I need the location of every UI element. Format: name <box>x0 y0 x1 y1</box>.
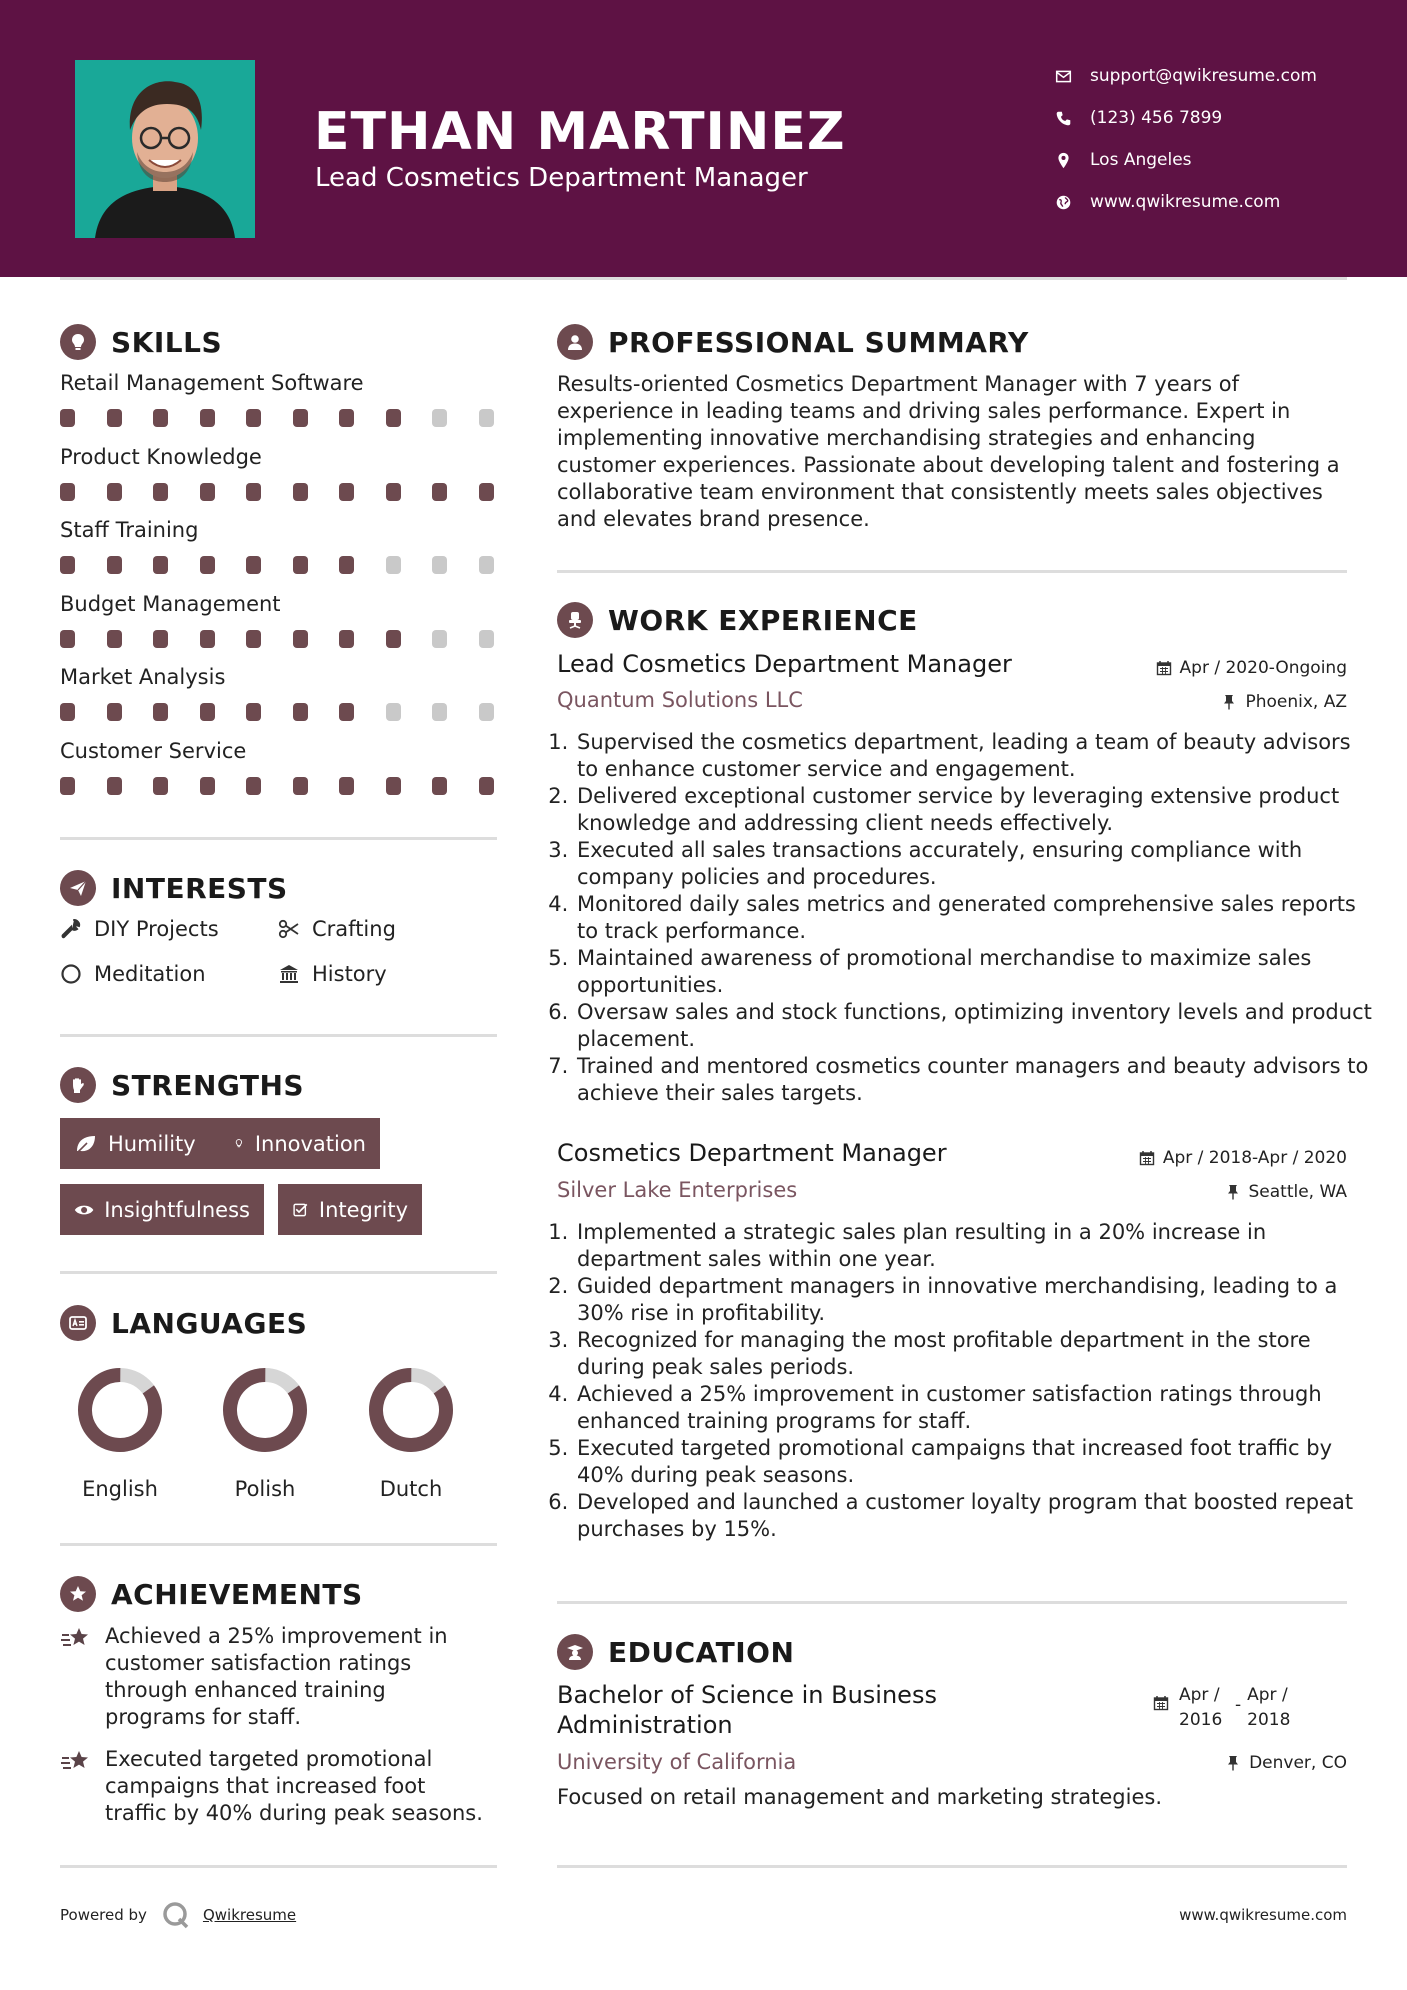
skill-name: Retail Management Software <box>60 371 364 395</box>
achievements-divider <box>60 1865 497 1868</box>
achievement-text: Executed targeted promotional campaigns that increased foot traffic by 40% during peak seasons. <box>105 1747 483 1825</box>
skill-level-dot <box>386 483 401 501</box>
skill-level-dot <box>339 556 354 574</box>
interests-heading <box>60 870 288 906</box>
job-bullet: 7. Trained and mentored cosmetics counter managers and beauty advisors to achieve their sales targets. <box>575 1053 1375 1107</box>
skill-level-dot <box>246 703 261 721</box>
education-date-dash: - <box>1235 1695 1242 1715</box>
skill-level-dot <box>153 703 168 721</box>
leaf-icon <box>74 1133 98 1155</box>
skill-level-dot <box>153 556 168 574</box>
calendar-icon <box>1153 1695 1169 1711</box>
map-pin-icon <box>1055 152 1072 169</box>
education-date-end-line: 2018 <box>1247 1710 1291 1730</box>
contact-website[interactable] <box>1055 181 1317 223</box>
skill-level-dots <box>60 630 525 648</box>
skill-level-dot <box>246 409 261 427</box>
skill-level-dot <box>293 409 308 427</box>
paper-plane-icon <box>60 870 96 906</box>
interests-title: INTERESTS <box>111 871 288 905</box>
user-icon <box>557 324 593 360</box>
office-chair-icon <box>557 602 593 638</box>
strength-tag-integrity <box>278 1184 422 1235</box>
skill-level-dot <box>432 777 447 795</box>
job-date <box>1156 658 1347 678</box>
skill-level-dot <box>293 556 308 574</box>
interests-divider <box>60 1034 497 1037</box>
skill-level-dot <box>479 703 494 721</box>
checkbox-icon <box>292 1199 309 1221</box>
skill-level-dot <box>60 703 75 721</box>
job-bullet: 6. Developed and launched a customer loyalty program that boosted repeat purchases by 15%. <box>575 1489 1375 1543</box>
skill-name: Product Knowledge <box>60 444 262 469</box>
wrench-icon <box>60 918 82 940</box>
skill-level-dot <box>293 703 308 721</box>
language-item <box>361 1365 461 1501</box>
education-divider <box>557 1865 1347 1868</box>
education-title: EDUCATION <box>608 1635 795 1669</box>
language-name: Dutch <box>379 1477 443 1501</box>
skill-level-dot <box>153 483 168 501</box>
education-date-end-line: Apr / <box>1247 1685 1288 1705</box>
interest-item <box>278 962 387 986</box>
interest-item <box>60 962 206 986</box>
skill-level-dot <box>386 556 401 574</box>
language-gauge <box>75 1365 165 1455</box>
skill-level-dot <box>339 703 354 721</box>
company-name: Quantum Solutions LLC <box>557 688 803 712</box>
interest-label: DIY Projects <box>94 917 219 941</box>
skill-level-dots <box>60 777 525 795</box>
skill-level-dots <box>60 556 525 574</box>
job-bullet: 1. Implemented a strategic sales plan resulting in a 20% increase in department sales within one year. <box>575 1219 1375 1273</box>
interest-label: History <box>312 962 387 986</box>
brand-link[interactable]: Qwikresume <box>202 1906 297 1924</box>
job-bullet: 2. Delivered exceptional customer service by leveraging extensive product knowledge and addressing client needs effectively. <box>575 783 1375 837</box>
language-name: Polish <box>234 1477 296 1501</box>
circle-icon <box>60 963 82 985</box>
skill-level-dot <box>60 409 75 427</box>
experience-divider <box>557 1601 1347 1604</box>
skill-level-dot <box>386 409 401 427</box>
skill-level-dot <box>200 556 215 574</box>
experience-title: WORK EXPERIENCE <box>608 603 918 637</box>
job-bullet: 1. Supervised the cosmetics department, leading a team of beauty advisors to enhance customer service and engagement. <box>575 729 1375 783</box>
skill-level-dot <box>386 630 401 648</box>
skill-level-dots <box>60 703 525 721</box>
job-bullet: 2. Guided department managers in innovative merchandising, leading to a 30% rise in profitability. <box>575 1273 1375 1327</box>
interest-label: Meditation <box>94 962 206 986</box>
candidate-title: Lead Cosmetics Department Manager <box>315 163 808 193</box>
job-bullets <box>553 1219 1375 1543</box>
strengths-heading <box>60 1067 304 1103</box>
skill-level-dot <box>293 777 308 795</box>
skill-level-dot <box>200 777 215 795</box>
job-title: Lead Cosmetics Department Manager <box>557 650 1012 678</box>
skill-level-dot <box>339 630 354 648</box>
strengths-title: STRENGTHS <box>111 1068 305 1102</box>
strength-tag-insightfulness <box>60 1184 264 1235</box>
graduate-icon <box>557 1634 593 1670</box>
skill-level-dot <box>479 630 494 648</box>
education-date-start-line: 2016 <box>1179 1710 1223 1730</box>
contact-email[interactable] <box>1055 55 1317 97</box>
candidate-name: ETHAN MARTINEZ <box>314 102 846 162</box>
skill-level-dot <box>107 409 122 427</box>
skill-level-dot <box>339 409 354 427</box>
calendar-icon <box>1156 660 1172 676</box>
job-title: Cosmetics Department Manager <box>557 1139 947 1167</box>
skill-level-dot <box>432 630 447 648</box>
skill-level-dot <box>107 777 122 795</box>
contact-location-text: Los Angeles <box>1090 150 1192 170</box>
scissors-icon <box>278 918 300 940</box>
skill-level-dot <box>107 556 122 574</box>
footer-website[interactable]: www.qwikresume.com <box>1179 1906 1347 1924</box>
skill-level-dot <box>339 483 354 501</box>
eye-icon <box>74 1199 94 1221</box>
star-badge-icon <box>60 1576 96 1612</box>
strength-label: Insightfulness <box>104 1197 250 1222</box>
job-bullets <box>553 729 1375 1107</box>
job-bullet: 5. Executed targeted promotional campaigns that increased foot traffic by 40% during peak seasons. <box>575 1435 1375 1489</box>
header-divider <box>60 277 1347 280</box>
languages-title: LANGUAGES <box>111 1306 308 1340</box>
school-name: University of California <box>557 1750 797 1774</box>
skill-level-dot <box>153 409 168 427</box>
skills-heading <box>60 324 222 360</box>
skill-level-dot <box>107 483 122 501</box>
pushpin-icon <box>1225 1755 1241 1771</box>
achievement-item <box>60 1746 485 1827</box>
education-description: Focused on retail management and marketing strategies. <box>557 1785 1163 1809</box>
calendar-icon <box>1139 1150 1155 1166</box>
skill-name: Budget Management <box>60 591 281 616</box>
strength-tag-humility <box>60 1118 219 1169</box>
contact-email-text: support@qwikresume.com <box>1090 66 1317 86</box>
profile-photo <box>75 60 255 238</box>
pushpin-icon <box>1221 694 1237 710</box>
language-gauge <box>366 1365 456 1455</box>
strength-label: Integrity <box>318 1197 408 1222</box>
skill-level-dot <box>293 483 308 501</box>
person-avatar-icon <box>75 60 255 238</box>
summary-heading <box>557 324 1029 360</box>
job-date-text: Apr / 2018-Apr / 2020 <box>1162 1148 1347 1168</box>
skill-level-dot <box>246 556 261 574</box>
shooting-star-icon <box>60 1748 92 1776</box>
summary-title: PROFESSIONAL SUMMARY <box>608 325 1029 359</box>
skill-level-dot <box>386 703 401 721</box>
skills-divider <box>60 837 497 840</box>
achievements-heading <box>60 1576 363 1612</box>
skill-level-dot <box>432 483 447 501</box>
skill-name: Market Analysis <box>60 665 226 689</box>
job-location-text: Phoenix, AZ <box>1245 692 1347 712</box>
skill-level-dot <box>246 483 261 501</box>
job-location <box>1221 692 1347 712</box>
interest-item <box>278 917 396 941</box>
summary-text: Results-oriented Cosmetics Department Manager with 7 years of experience in leading teams and driving sales performance. Expert in implementing innovative merchandising strategies and enhancing customer experiences. Passionate about developing talent and fostering a collaborative team environment that consistently meets sales objectives and elevates brand presence. <box>557 372 1340 531</box>
job-bullet: 3. Recognized for managing the most profitable department in the store during peak sales periods. <box>575 1327 1375 1381</box>
languages-divider <box>60 1543 497 1546</box>
job-location-text: Seattle, WA <box>1248 1182 1347 1202</box>
skills-title: SKILLS <box>111 325 223 359</box>
job-bullet: 4. Monitored daily sales metrics and generated comprehensive sales reports to track performance. <box>575 891 1375 945</box>
lightbulb-icon <box>233 1133 245 1155</box>
language-item <box>215 1365 315 1501</box>
achievement-text: Achieved a 25% improvement in customer satisfaction ratings through enhanced training programs for staff. <box>105 1624 448 1729</box>
skill-level-dot <box>153 630 168 648</box>
strength-label: Humility <box>108 1131 196 1156</box>
skill-level-dot <box>246 630 261 648</box>
skill-level-dot <box>432 409 447 427</box>
skill-name: Staff Training <box>60 518 199 542</box>
languages-heading <box>60 1305 307 1341</box>
qwikresume-logo-icon <box>161 1900 191 1930</box>
education-heading <box>557 1634 794 1670</box>
envelope-icon <box>1055 68 1072 85</box>
language-name: English <box>82 1477 158 1501</box>
skill-level-dot <box>200 630 215 648</box>
language-gauge <box>220 1365 310 1455</box>
job-bullet: 5. Maintained awareness of promotional merchandise to maximize sales opportunities. <box>575 945 1375 999</box>
contact-phone[interactable] <box>1055 97 1317 139</box>
skill-level-dot <box>479 777 494 795</box>
strengths-divider <box>60 1271 497 1274</box>
museum-icon <box>278 963 300 985</box>
skill-level-dot <box>246 777 261 795</box>
job-date-text: Apr / 2020-Ongoing <box>1179 658 1347 678</box>
skill-level-dot <box>200 703 215 721</box>
contact-list <box>1055 55 1317 223</box>
skill-level-dot <box>153 777 168 795</box>
interest-item <box>60 917 219 941</box>
fist-icon <box>60 1067 96 1103</box>
job-date <box>1139 1148 1347 1168</box>
skill-level-dots <box>60 409 525 427</box>
company-name: Silver Lake Enterprises <box>557 1178 798 1202</box>
job-bullet: 4. Achieved a 25% improvement in customer satisfaction ratings through enhanced training programs for staff. <box>575 1381 1375 1435</box>
skill-level-dot <box>60 556 75 574</box>
skill-level-dot <box>432 703 447 721</box>
contact-website-text: www.qwikresume.com <box>1090 192 1281 212</box>
skill-level-dot <box>293 630 308 648</box>
education-location <box>1225 1753 1347 1773</box>
strength-tag-innovation <box>219 1118 380 1169</box>
job-bullet: 6. Oversaw sales and stock functions, optimizing inventory levels and product placement. <box>575 999 1375 1053</box>
skill-level-dots <box>60 483 525 501</box>
skill-level-dot <box>339 777 354 795</box>
language-card-icon <box>60 1305 96 1341</box>
footer-powered-by <box>60 1900 296 1930</box>
skill-level-dot <box>60 777 75 795</box>
pushpin-icon <box>1225 1184 1241 1200</box>
skill-level-dot <box>200 409 215 427</box>
education-location-text: Denver, CO <box>1249 1753 1347 1773</box>
summary-divider <box>557 570 1347 573</box>
skill-level-dot <box>479 556 494 574</box>
achievement-item <box>60 1623 485 1731</box>
skill-level-dot <box>107 703 122 721</box>
skill-level-dot <box>479 483 494 501</box>
education-date-start-line: Apr / <box>1179 1685 1220 1705</box>
language-item <box>70 1365 170 1501</box>
resume-header <box>0 0 1407 277</box>
degree-title: Bachelor of Science in Business Administration <box>557 1681 937 1739</box>
education-date-end <box>1247 1683 1290 1733</box>
skill-level-dot <box>60 483 75 501</box>
job-bullet: 3. Executed all sales transactions accurately, ensuring compliance with company policies and procedures. <box>575 837 1375 891</box>
interest-label: Crafting <box>312 917 396 941</box>
lightbulb-icon <box>60 324 96 360</box>
skill-level-dot <box>432 556 447 574</box>
skill-level-dot <box>200 483 215 501</box>
strength-label: Innovation <box>254 1131 366 1156</box>
contact-location <box>1055 139 1317 181</box>
phone-icon <box>1055 110 1072 127</box>
education-date-start <box>1179 1683 1235 1733</box>
education-date <box>1153 1683 1290 1733</box>
experience-heading <box>557 602 918 638</box>
skill-level-dot <box>60 630 75 648</box>
skill-level-dot <box>386 777 401 795</box>
shooting-star-icon <box>60 1625 92 1653</box>
achievements-title: ACHIEVEMENTS <box>111 1577 363 1611</box>
skill-level-dot <box>107 630 122 648</box>
job-location <box>1225 1182 1348 1202</box>
skill-name: Customer Service <box>60 738 247 763</box>
globe-icon <box>1055 194 1072 211</box>
contact-phone-text: (123) 456 7899 <box>1090 108 1223 128</box>
skill-level-dot <box>479 409 494 427</box>
powered-by-text: Powered by <box>60 1906 147 1924</box>
